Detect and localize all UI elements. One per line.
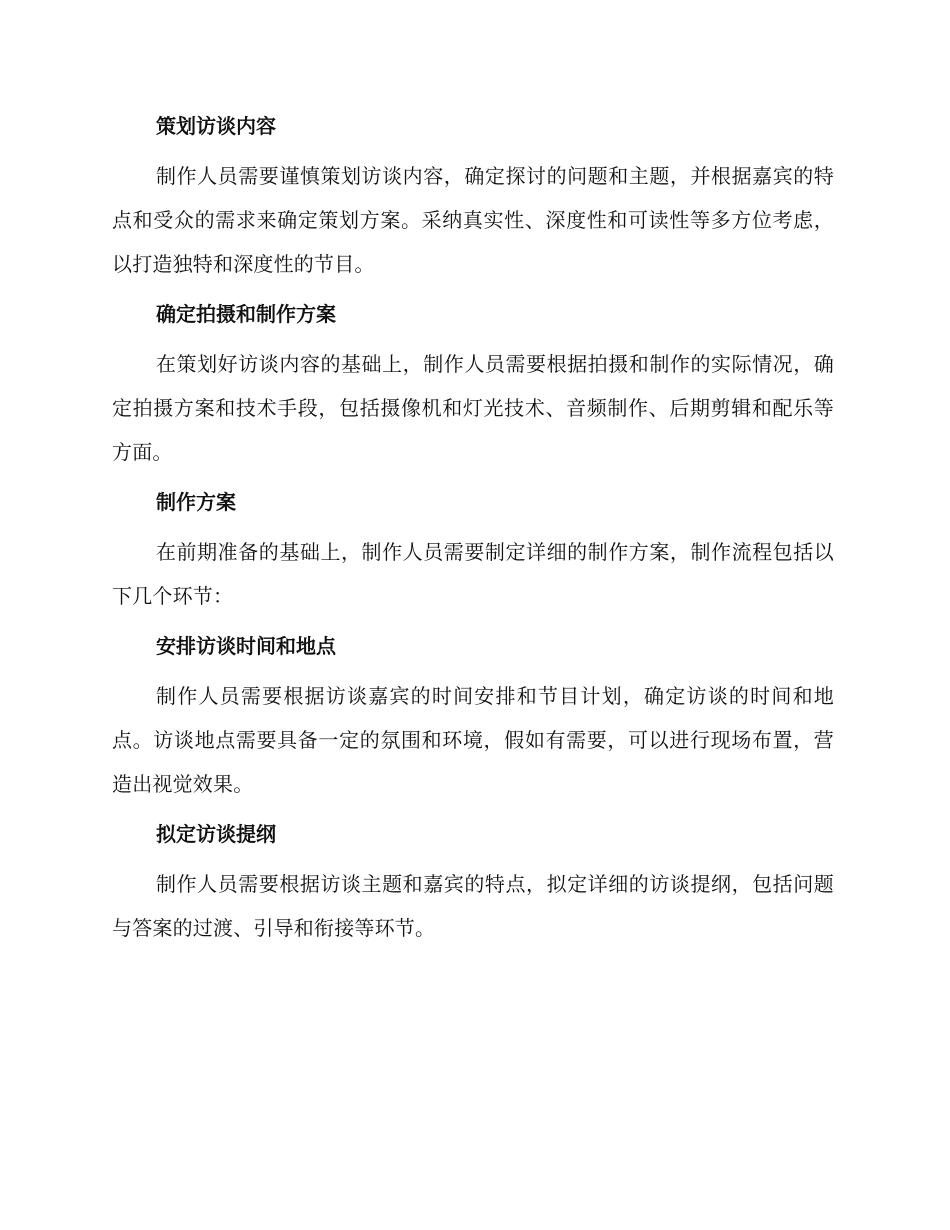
section-plan-interview	[112, 104, 834, 292]
section-heading: 策划访谈内容	[156, 114, 276, 138]
section-paragraph: 制作人员需要谨慎策划访谈内容，确定探讨的问题和主题，并根据嘉宾的特点和受众的需求来确定策划方案。采纳真实性、深度性和可读性等多方位考虑，以打造独特和深度性的节目。	[112, 164, 834, 276]
section-interview-outline	[112, 812, 834, 950]
document-page	[112, 104, 834, 950]
section-paragraph: 在策划好访谈内容的基础上，制作人员需要根据拍摄和制作的实际情况，确定拍摄方案和技术手段，包括摄像机和灯光技术、音频制作、后期剪辑和配乐等方面。	[112, 352, 834, 464]
section-production-plan	[112, 480, 834, 624]
section-heading: 制作方案	[156, 490, 236, 514]
section-heading: 确定拍摄和制作方案	[156, 302, 336, 326]
section-shooting-plan	[112, 292, 834, 480]
section-paragraph: 制作人员需要根据访谈嘉宾的时间安排和节目计划，确定访谈的时间和地点。访谈地点需要具备一定的氛围和环境，假如有需要，可以进行现场布置，营造出视觉效果。	[112, 684, 834, 796]
section-heading: 安排访谈时间和地点	[156, 634, 336, 658]
section-schedule-location	[112, 624, 834, 812]
section-heading: 拟定访谈提纲	[156, 822, 276, 846]
section-paragraph: 在前期准备的基础上，制作人员需要制定详细的制作方案，制作流程包括以下几个环节：	[112, 540, 834, 608]
section-paragraph: 制作人员需要根据访谈主题和嘉宾的特点，拟定详细的访谈提纲，包括问题与答案的过渡、引导和衔接等环节。	[112, 872, 834, 940]
